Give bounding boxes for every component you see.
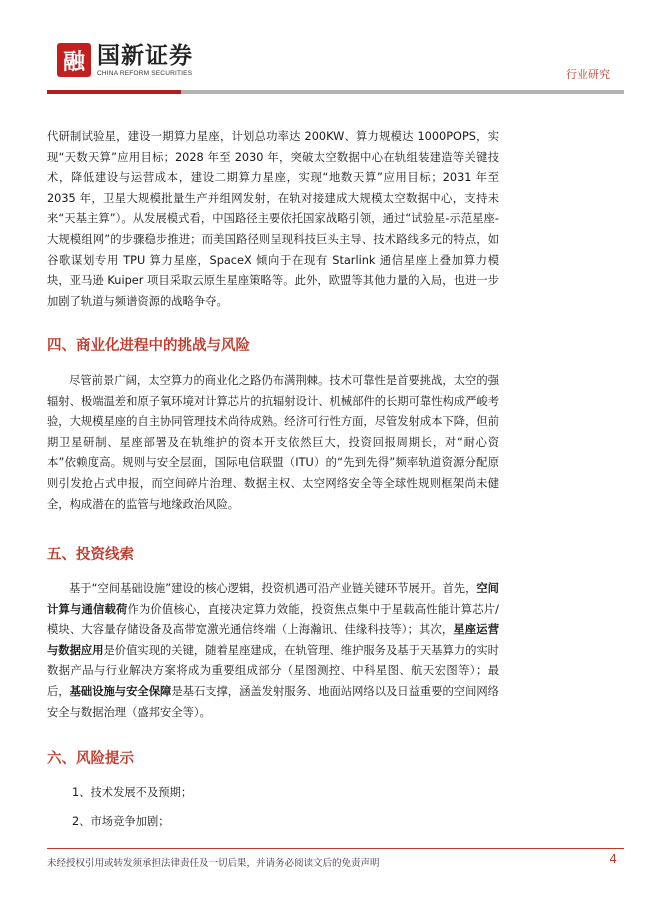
invest-text-3: 是价值实现的关键，随着星座建成，在轨管理、维护服务及基于天基算力的实时数据产品与行业解决方案将成为重要组成部分（星图测控、中科星图、航天宏图等）；最后， (47, 643, 499, 698)
brand-name-cn: 国新证券 (97, 43, 193, 69)
section-4-body (47, 371, 499, 515)
header-bar-accent (47, 90, 181, 94)
header-bar-gray (181, 90, 624, 94)
invest-highlight-payload: 空间计算与通信载荷 (47, 582, 499, 616)
section-5-body (47, 579, 499, 723)
logo-text (97, 43, 193, 77)
report-category: 行业研究 (566, 68, 610, 81)
brand-logo (57, 40, 193, 80)
risk-item-2: 2、市场竞争加剧； (72, 815, 170, 828)
invest-highlight-operations: 星座运营与数据应用 (47, 623, 499, 657)
page-number: 4 (609, 852, 617, 866)
intro-paragraph: 代研制试验星，建设一期算力星座，计划总功率达 200KW、算力规模达 1000POPS，实现“天数天算”应用目标；2028 年至 2030 年，突破太空数据中心在轨组装建造等关键技术，降低建设与运营成本，建设二期算力星座，实现“地数天算”应用目标；2031 年至 2035 年，卫星大规模批量生产并组网发射，在轨对接建成大规模太空数据中心，支持未来“天基主算”）。从发展模式看，中国路径主要依托国家战略引领，通过“试验星-示范星座-大规模组网”的步骤稳步推进；而美国路径则呈现科技巨头主导、技术路线多元的特点，如谷歌谋划专用 TPU 算力星座，SpaceX 倾向于在现有 Starlink 通信星座上叠加算力模块，亚马逊 Kuiper 项目采取云原生星座策略等。此外，欧盟等其他力量的入局，也进一步加剧了轨道与频谱资源的战略争夺。 (47, 130, 499, 308)
invest-highlight-infrastructure: 基础设施与安全保障 (69, 684, 172, 698)
section-5-heading: 五、投资线索 (47, 547, 134, 563)
footer-disclaimer: 未经授权引用或转发须承担法律责任及一切后果，并请务必阅读文后的免责声明 (47, 858, 380, 869)
section-5-paragraph (47, 579, 499, 723)
logo-mark-icon: 融 (57, 43, 91, 77)
section-6-heading: 六、风险提示 (47, 751, 134, 767)
intro-section (47, 127, 499, 312)
invest-text-4: 是基石支撑，涵盖发射服务、地面站网络以及日益重要的空间网络安全与数据治理（盛邦安全等）。 (47, 684, 499, 719)
invest-text-2: 作为价值核心，直接决定算力效能，投资焦点集中于星载高性能计算芯片/模块、大容量存储设备及高带宽激光通信终端（上海瀚讯、佳缘科技等）；其次， (47, 602, 499, 637)
risk-item-1: 1、技术发展不及预期； (72, 786, 193, 799)
section-4-paragraph: 尽管前景广阔，太空算力的商业化之路仍布满荆棘。技术可靠性是首要挑战，太空的强辐射、极端温差和原子氧环境对计算芯片的抗辐射设计、机械部件的长期可靠性构成严峻考验，大规模星座的自主协同管理技术尚待成熟。经济可行性方面，尽管发射成本下降，但前期卫星研制、星座部署及在轨维护的资本开支依然巨大，投资回报周期长，对“耐心资本”依赖度高。规则与安全层面，国际电信联盟（ITU）的“先到先得”频率轨道资源分配原则引发抢占式申报，而空间碎片治理、数据主权、太空网络安全等全球性规则框架尚未健全，构成潜在的监管与地缘政治风险。 (47, 374, 499, 511)
invest-text-1: 基于“空间基础设施”建设的核心逻辑，投资机遇可沿产业链关键环节展开。首先， (69, 582, 477, 595)
footer-divider (47, 848, 624, 849)
brand-name-en: CHINA REFORM SECURITIES (97, 70, 193, 77)
section-4-heading: 四、商业化进程中的挑战与风险 (47, 338, 250, 354)
